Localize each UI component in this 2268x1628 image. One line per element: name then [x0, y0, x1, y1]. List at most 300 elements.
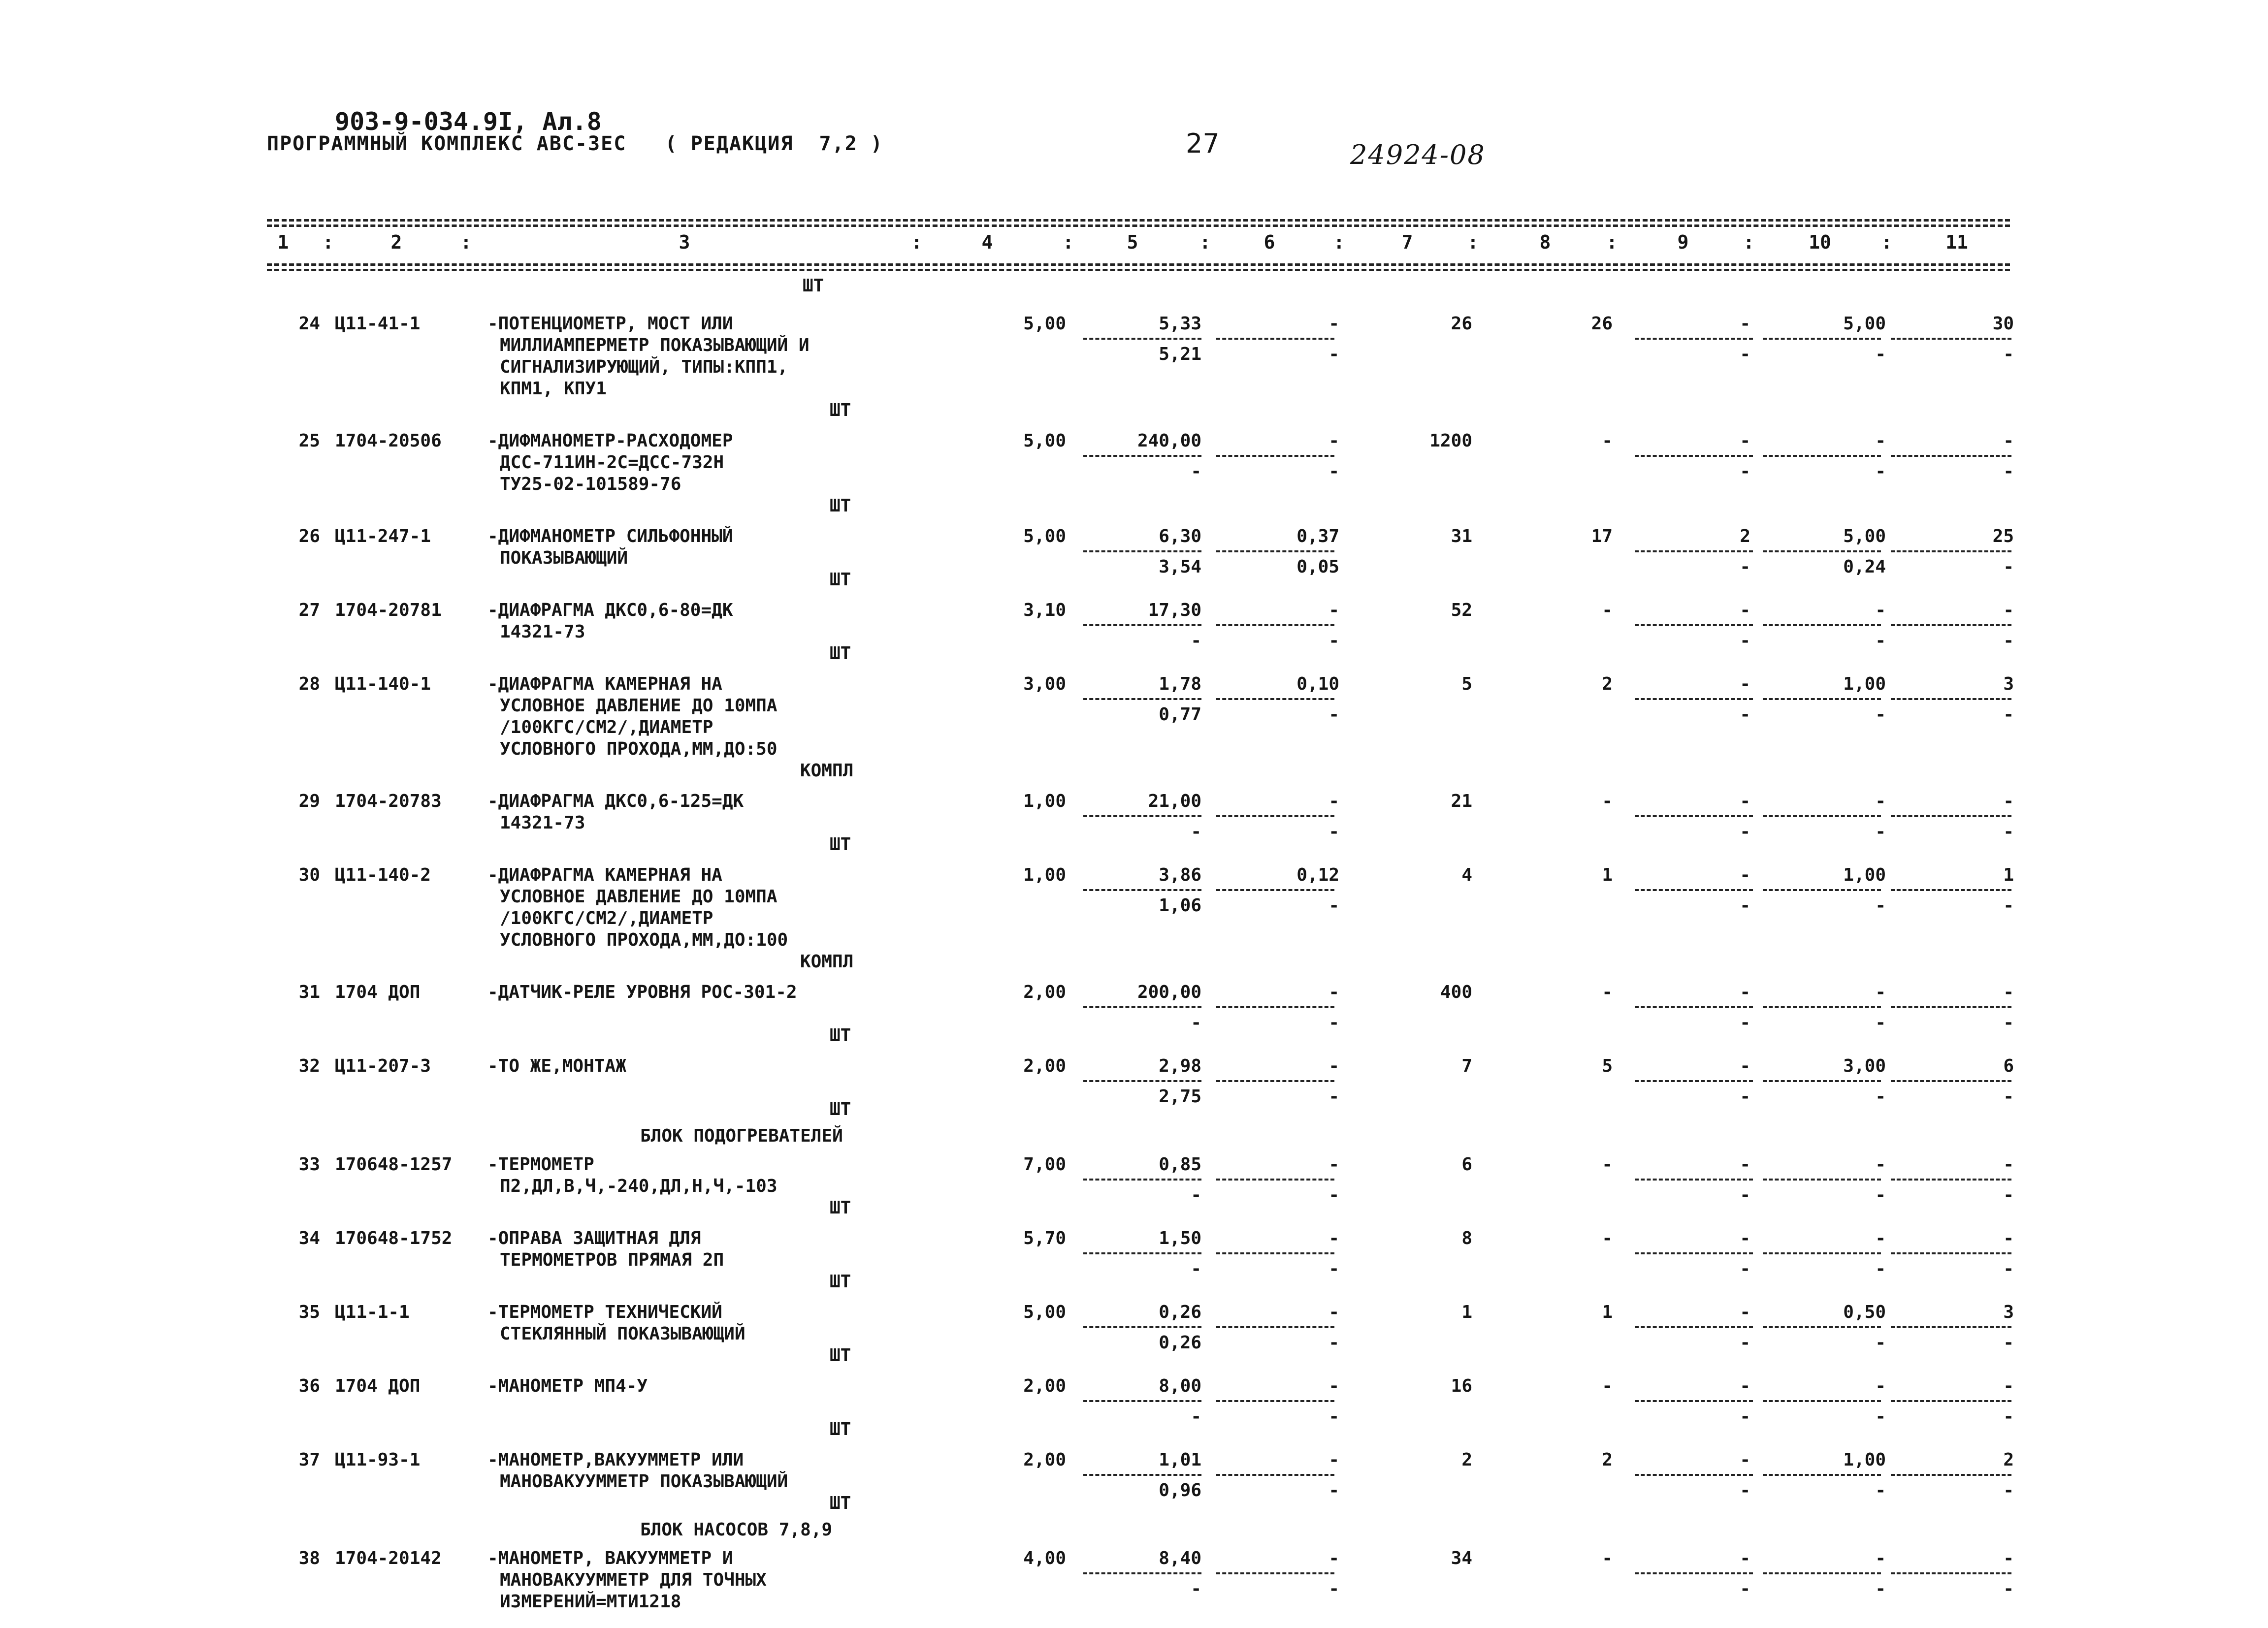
- cell-col5: 1,50: [1159, 1228, 1201, 1248]
- unit-of-measure: ШТ: [830, 643, 851, 664]
- item-description-line: СИГНАЛИЗИРУЮЩИЙ, ТИПЫ:КПП1,: [500, 357, 788, 377]
- cell-underline: [1891, 1572, 2011, 1574]
- cell-col10-second: -: [1875, 1185, 1886, 1205]
- cell-underline: [1763, 338, 1881, 340]
- cell-underline: [1763, 698, 1881, 700]
- cell-col10-second: 0,24: [1843, 557, 1886, 577]
- cell-col8: -: [1602, 1228, 1613, 1248]
- cell-col9: -: [1740, 791, 1750, 811]
- cell-col6: 0,37: [1296, 526, 1339, 546]
- cell-col11: 6: [2003, 1056, 2014, 1076]
- quantity: 5,70: [1023, 1228, 1066, 1248]
- unit-of-measure: ШТ: [830, 570, 851, 590]
- unit-of-measure: ШТ: [830, 1419, 851, 1439]
- item-code: 1704-20783: [335, 791, 442, 811]
- cell-col10-second: -: [1875, 631, 1886, 651]
- cell-col10-second: -: [1875, 344, 1886, 364]
- cell-col7: 26: [1451, 314, 1472, 334]
- item-code: 1704-20781: [335, 600, 442, 620]
- item-description-line: -МАНОМЕТР, ВАКУУММЕТР И: [487, 1548, 733, 1568]
- column-separator: :: [911, 231, 922, 253]
- cell-underline: [1635, 1006, 1753, 1008]
- cell-col7: 1200: [1429, 431, 1472, 451]
- cell-col8: 17: [1591, 526, 1613, 546]
- column-header-4: 4: [981, 231, 993, 253]
- cell-col10: -: [1875, 1154, 1886, 1175]
- cell-col11-second: -: [2003, 631, 2014, 651]
- row-number: 24: [298, 314, 320, 334]
- cell-col8: -: [1602, 600, 1613, 620]
- cell-col9: -: [1740, 1056, 1750, 1076]
- cell-col10-second: -: [1875, 1406, 1886, 1427]
- handwritten-number: 24924-08: [1350, 139, 1486, 170]
- quantity: 5,00: [1023, 431, 1066, 451]
- cell-col9-second: -: [1740, 895, 1750, 916]
- cell-col11: 3: [2003, 1302, 2014, 1322]
- cell-col5: 17,30: [1148, 600, 1201, 620]
- cell-col9: 2: [1740, 526, 1750, 546]
- cell-col5: 0,26: [1159, 1302, 1201, 1322]
- quantity: 2,00: [1023, 1450, 1066, 1470]
- cell-underline: [1635, 1179, 1753, 1181]
- column-header-8: 8: [1539, 231, 1551, 253]
- unit-of-measure: ШТ: [830, 1345, 851, 1366]
- cell-col9: -: [1740, 314, 1750, 334]
- item-description-line: -ДИАФРАГМА ДКС0,6-125=ДК: [487, 791, 744, 811]
- item-description-line: УСЛОВНОГО ПРОХОДА,ММ,ДО:50: [500, 739, 778, 759]
- item-description-line: /100КГС/СМ2/,ДИАМЕТР: [500, 717, 713, 737]
- cell-col5-second: -: [1191, 1185, 1201, 1205]
- cell-col8: 5: [1602, 1056, 1613, 1076]
- cell-col11: -: [2003, 1376, 2014, 1396]
- cell-col6-second: -: [1328, 631, 1339, 651]
- cell-col6: -: [1328, 1548, 1339, 1568]
- cell-underline: [1083, 1400, 1201, 1402]
- item-description-line: КПМ1, КПУ1: [500, 379, 607, 399]
- cell-underline: [1216, 550, 1334, 552]
- cell-underline: [1763, 889, 1881, 891]
- cell-col6-second: -: [1328, 1185, 1339, 1205]
- cell-underline: [1891, 698, 2011, 700]
- cell-underline: [1083, 1474, 1201, 1476]
- cell-col9: -: [1740, 600, 1750, 620]
- cell-underline: [1763, 624, 1881, 626]
- cell-col10: -: [1875, 600, 1886, 620]
- cell-underline: [1891, 1400, 2011, 1402]
- cell-col9-second: -: [1740, 1579, 1750, 1599]
- cell-col5: 2,98: [1159, 1056, 1201, 1076]
- cell-col11-second: -: [2003, 1406, 2014, 1427]
- cell-underline: [1083, 1006, 1201, 1008]
- cell-col10-second: -: [1875, 1259, 1886, 1279]
- item-description-line: -ОПРАВА ЗАЩИТНАЯ ДЛЯ: [487, 1228, 701, 1248]
- item-description-line: МАНОВАКУУММЕТР ДЛЯ ТОЧНЫХ: [500, 1570, 767, 1590]
- cell-col5-second: -: [1191, 1259, 1201, 1279]
- cell-col6: -: [1328, 314, 1339, 334]
- cell-col11-second: -: [2003, 704, 2014, 725]
- cell-col10: 5,00: [1843, 314, 1886, 334]
- cell-underline: [1891, 550, 2011, 552]
- cell-underline: [1635, 1326, 1753, 1328]
- item-code: Ц11-247-1: [335, 526, 431, 546]
- cell-col8: -: [1602, 1154, 1613, 1175]
- cell-col8: 26: [1591, 314, 1613, 334]
- cell-col6-second: -: [1328, 461, 1339, 481]
- cell-underline: [1083, 550, 1201, 552]
- cell-col6: -: [1328, 791, 1339, 811]
- cell-underline: [1635, 815, 1753, 817]
- quantity: 2,00: [1023, 1376, 1066, 1396]
- column-header-1: 1: [277, 231, 289, 253]
- cell-col5: 3,86: [1159, 865, 1201, 885]
- cell-col7: 5: [1461, 674, 1472, 694]
- unit-of-measure: ШТ: [830, 1198, 851, 1218]
- column-separator: :: [1606, 231, 1618, 253]
- cell-underline: [1635, 455, 1753, 457]
- cell-underline: [1083, 1179, 1201, 1181]
- cell-col6-second: -: [1328, 1406, 1339, 1427]
- cell-col6-second: -: [1328, 704, 1339, 725]
- quantity: 7,00: [1023, 1154, 1066, 1175]
- cell-col10-second: -: [1875, 1480, 1886, 1500]
- cell-underline: [1763, 815, 1881, 817]
- cell-col5: 8,40: [1159, 1548, 1201, 1568]
- cell-col5: 1,01: [1159, 1450, 1201, 1470]
- column-separator: :: [323, 231, 334, 253]
- cell-col9: -: [1740, 1450, 1750, 1470]
- column-separator: :: [1199, 231, 1211, 253]
- cell-underline: [1635, 1400, 1753, 1402]
- cell-col5: 5,33: [1159, 314, 1201, 334]
- cell-col9: -: [1740, 982, 1750, 1002]
- item-code: 1704-20506: [335, 431, 442, 451]
- cell-col6-second: -: [1328, 1579, 1339, 1599]
- cell-col5-second: 3,54: [1159, 557, 1201, 577]
- cell-col6-second: 0,05: [1296, 557, 1339, 577]
- item-code: 170648-1752: [335, 1228, 453, 1248]
- item-description-line: ИЗМЕРЕНИЙ=МТИ1218: [500, 1592, 681, 1612]
- cell-underline: [1635, 624, 1753, 626]
- cell-col8: -: [1602, 431, 1613, 451]
- cell-col5: 0,85: [1159, 1154, 1201, 1175]
- row-number: 34: [298, 1228, 320, 1248]
- item-code: Ц11-207-3: [335, 1056, 431, 1076]
- cell-underline: [1635, 1572, 1753, 1574]
- cell-col6-second: -: [1328, 822, 1339, 842]
- cell-col9-second: -: [1740, 461, 1750, 481]
- column-header-9: 9: [1677, 231, 1689, 253]
- item-description-line: -ДИАФРАГМА КАМЕРНАЯ НА: [487, 865, 722, 885]
- cell-col6: -: [1328, 1450, 1339, 1470]
- column-header-6: 6: [1264, 231, 1275, 253]
- column-separator: :: [1467, 231, 1479, 253]
- cell-col11-second: -: [2003, 344, 2014, 364]
- cell-col6: 0,12: [1296, 865, 1339, 885]
- unit-of-measure: КОМПЛ: [800, 952, 854, 972]
- cell-col10-second: -: [1875, 822, 1886, 842]
- quantity: 2,00: [1023, 982, 1066, 1002]
- cell-underline: [1216, 1474, 1334, 1476]
- cell-col9: -: [1740, 865, 1750, 885]
- cell-underline: [1083, 1326, 1201, 1328]
- cell-col9: -: [1740, 1228, 1750, 1248]
- quantity: 1,00: [1023, 865, 1066, 885]
- cell-col10-second: -: [1875, 1579, 1886, 1599]
- quantity: 4,00: [1023, 1548, 1066, 1568]
- column-separator: :: [1743, 231, 1754, 253]
- unit-of-measure: ШТ: [830, 1025, 851, 1046]
- cell-col11: -: [2003, 1228, 2014, 1248]
- page-number: 27: [1186, 128, 1220, 159]
- cell-underline: [1891, 338, 2011, 340]
- row-number: 36: [298, 1376, 320, 1396]
- item-code: Ц11-41-1: [335, 314, 421, 334]
- cell-col11: -: [2003, 431, 2014, 451]
- item-description-line: ДСС-711ИН-2С=ДСС-732Н: [500, 452, 724, 473]
- cell-col8: 2: [1602, 1450, 1613, 1470]
- cell-col9-second: -: [1740, 1086, 1750, 1107]
- cell-col6-second: -: [1328, 1480, 1339, 1500]
- column-separator: :: [460, 231, 472, 253]
- unit-of-measure: ШТ: [830, 400, 851, 420]
- cell-col10-second: -: [1875, 895, 1886, 916]
- cell-underline: [1891, 1080, 2011, 1082]
- cell-col8: -: [1602, 1376, 1613, 1396]
- cell-col9-second: -: [1740, 822, 1750, 842]
- cell-col5-second: -: [1191, 1579, 1201, 1599]
- cell-col10: 1,00: [1843, 865, 1886, 885]
- cell-underline: [1891, 1179, 2011, 1181]
- cell-col5-second: -: [1191, 1406, 1201, 1427]
- cell-col7: 8: [1461, 1228, 1472, 1248]
- cell-col10: -: [1875, 1548, 1886, 1568]
- item-description-line: -ДИАФРАГМА КАМЕРНАЯ НА: [487, 674, 722, 694]
- item-description-line: УСЛОВНОГО ПРОХОДА,ММ,ДО:100: [500, 930, 788, 950]
- column-header-11: 11: [1945, 231, 1968, 253]
- cell-col8: -: [1602, 791, 1613, 811]
- item-description-line: УСЛОВНОЕ ДАВЛЕНИЕ ДО 10МПА: [500, 887, 778, 907]
- cell-underline: [1635, 338, 1753, 340]
- row-number: 29: [298, 791, 320, 811]
- item-description-line: СТЕКЛЯННЫЙ ПОКАЗЫВАЮЩИЙ: [500, 1324, 745, 1344]
- cell-col6-second: -: [1328, 344, 1339, 364]
- cell-underline: [1891, 455, 2011, 457]
- cell-col10-second: -: [1875, 461, 1886, 481]
- cell-underline: [1635, 550, 1753, 552]
- cell-col9: -: [1740, 1154, 1750, 1175]
- cell-underline: [1216, 889, 1334, 891]
- unit-of-measure: ШТ: [830, 496, 851, 516]
- cell-col10: 0,50: [1843, 1302, 1886, 1322]
- cell-underline: [1891, 624, 2011, 626]
- cell-col10-second: -: [1875, 704, 1886, 725]
- cell-col6: -: [1328, 1302, 1339, 1322]
- row-number: 30: [298, 865, 320, 885]
- cell-underline: [1635, 1474, 1753, 1476]
- cell-col7: 21: [1451, 791, 1472, 811]
- cell-underline: [1083, 815, 1201, 817]
- cell-col11: 25: [1992, 526, 2014, 546]
- cell-col9-second: -: [1740, 631, 1750, 651]
- item-description-line: -ПОТЕНЦИОМЕТР, МОСТ ИЛИ: [487, 314, 733, 334]
- column-header-2: 2: [390, 231, 402, 253]
- row-number: 33: [298, 1154, 320, 1175]
- cell-underline: [1635, 1252, 1753, 1254]
- cell-col9-second: -: [1740, 1333, 1750, 1353]
- row-number: 25: [298, 431, 320, 451]
- item-description-line: ТУ25-02-101589-76: [500, 474, 681, 494]
- cell-underline: [1216, 1252, 1334, 1254]
- cell-col7: 6: [1461, 1154, 1472, 1175]
- cell-underline: [1083, 1080, 1201, 1082]
- cell-col11-second: -: [2003, 822, 2014, 842]
- cell-underline: [1083, 1572, 1201, 1574]
- cell-col6-second: -: [1328, 1333, 1339, 1353]
- cell-col5-second: 2,75: [1159, 1086, 1201, 1107]
- cell-col9-second: -: [1740, 704, 1750, 725]
- cell-underline: [1216, 624, 1334, 626]
- cell-col6: -: [1328, 1376, 1339, 1396]
- cell-col11-second: -: [2003, 1086, 2014, 1107]
- row-number: 35: [298, 1302, 320, 1322]
- cell-col8: -: [1602, 982, 1613, 1002]
- cell-col10: -: [1875, 1376, 1886, 1396]
- item-description-line: МИЛЛИАМПЕРМЕТР ПОКАЗЫВАЮЩИЙ И: [500, 335, 810, 355]
- item-description-line: -ДИФМАНОМЕТР СИЛЬФОННЫЙ: [487, 526, 733, 546]
- cell-col5-second: -: [1191, 1013, 1201, 1033]
- item-code: Ц11-140-2: [335, 865, 431, 885]
- cell-col8: 1: [1602, 865, 1613, 885]
- cell-col5-second: -: [1191, 461, 1201, 481]
- cell-underline: [1083, 624, 1201, 626]
- cell-col8: -: [1602, 1548, 1613, 1568]
- cell-col11-second: -: [2003, 1013, 2014, 1033]
- unit-of-measure: ШТ: [830, 1099, 851, 1119]
- cell-underline: [1216, 1400, 1334, 1402]
- cell-col6-second: -: [1328, 1086, 1339, 1107]
- cell-col5-second: 1,06: [1159, 895, 1201, 916]
- cell-col5: 6,30: [1159, 526, 1201, 546]
- cell-col11: -: [2003, 1548, 2014, 1568]
- item-description-line: 14321-73: [500, 813, 585, 833]
- cell-col6: -: [1328, 1228, 1339, 1248]
- cell-underline: [1216, 1326, 1334, 1328]
- cell-col10-second: -: [1875, 1013, 1886, 1033]
- cell-col11: -: [2003, 600, 2014, 620]
- item-description-line: -МАНОМЕТР МП4-У: [487, 1376, 648, 1396]
- cell-col6: 0,10: [1296, 674, 1339, 694]
- cell-col9: -: [1740, 1376, 1750, 1396]
- cell-col10: 1,00: [1843, 1450, 1886, 1470]
- row-number: 37: [298, 1450, 320, 1470]
- row-number: 28: [298, 674, 320, 694]
- cell-col11-second: -: [2003, 1480, 2014, 1500]
- cell-underline: [1891, 1006, 2011, 1008]
- cell-col10-second: -: [1875, 1086, 1886, 1107]
- item-description-line: 14321-73: [500, 622, 585, 642]
- item-description-line: МАНОВАКУУММЕТР ПОКАЗЫВАЮЩИЙ: [500, 1471, 788, 1492]
- cell-col6: -: [1328, 1154, 1339, 1175]
- cell-col11-second: -: [2003, 461, 2014, 481]
- cell-col7: 31: [1451, 526, 1472, 546]
- cell-underline: [1891, 1326, 2011, 1328]
- cell-col6: -: [1328, 431, 1339, 451]
- cell-col6-second: -: [1328, 1013, 1339, 1033]
- cell-underline: [1216, 815, 1334, 817]
- cell-col5: 1,78: [1159, 674, 1201, 694]
- cell-col10: -: [1875, 431, 1886, 451]
- item-code: 170648-1257: [335, 1154, 453, 1175]
- cell-underline: [1216, 1006, 1334, 1008]
- leading-unit: ШТ: [803, 276, 824, 296]
- cell-col9: -: [1740, 431, 1750, 451]
- cell-underline: [1216, 1179, 1334, 1181]
- cell-col11: -: [2003, 982, 2014, 1002]
- cell-col9-second: -: [1740, 344, 1750, 364]
- row-number: 26: [298, 526, 320, 546]
- cell-col8: 1: [1602, 1302, 1613, 1322]
- unit-of-measure: ШТ: [830, 1272, 851, 1292]
- quantity: 1,00: [1023, 791, 1066, 811]
- cell-col11-second: -: [2003, 1579, 2014, 1599]
- cell-col7: 34: [1451, 1548, 1472, 1568]
- cell-col10: -: [1875, 791, 1886, 811]
- cell-col6: -: [1328, 1056, 1339, 1076]
- cell-col5: 21,00: [1148, 791, 1201, 811]
- cell-underline: [1763, 550, 1881, 552]
- cell-col11: 30: [1992, 314, 2014, 334]
- cell-col5-second: 0,26: [1159, 1333, 1201, 1353]
- cell-col7: 7: [1461, 1056, 1472, 1076]
- program-complex-line: ПРОГРАММНЫЙ КОМПЛЕКС АВС-3ЕС ( РЕДАКЦИЯ 7,2 ): [267, 132, 883, 155]
- cell-underline: [1635, 698, 1753, 700]
- cell-col9-second: -: [1740, 1013, 1750, 1033]
- cell-underline: [1216, 338, 1334, 340]
- cell-col10-second: -: [1875, 1333, 1886, 1353]
- cell-col11-second: -: [2003, 895, 2014, 916]
- cell-underline: [1763, 455, 1881, 457]
- cell-col11-second: -: [2003, 1185, 2014, 1205]
- column-separator: :: [1881, 231, 1892, 253]
- cell-col11-second: -: [2003, 1333, 2014, 1353]
- item-description-line: П2,ДЛ,В,Ч,-240,ДЛ,Н,Ч,-103: [500, 1176, 778, 1196]
- row-number: 27: [298, 600, 320, 620]
- cell-col7: 2: [1461, 1450, 1472, 1470]
- item-code: Ц11-140-1: [335, 674, 431, 694]
- row-number: 38: [298, 1548, 320, 1568]
- cell-col10: -: [1875, 1228, 1886, 1248]
- cell-col11: 1: [2003, 865, 2014, 885]
- cell-underline: [1083, 889, 1201, 891]
- quantity: 3,00: [1023, 674, 1066, 694]
- item-code: 1704 ДОП: [335, 982, 421, 1002]
- cell-underline: [1763, 1006, 1881, 1008]
- cell-col9-second: -: [1740, 1259, 1750, 1279]
- cell-underline: [1763, 1179, 1881, 1181]
- item-description-line: -МАНОМЕТР,ВАКУУММЕТР ИЛИ: [487, 1450, 744, 1470]
- cell-underline: [1763, 1400, 1881, 1402]
- column-header-10: 10: [1809, 231, 1831, 253]
- cell-col6-second: -: [1328, 895, 1339, 916]
- row-number: 31: [298, 982, 320, 1002]
- cell-col8: 2: [1602, 674, 1613, 694]
- cell-col6: -: [1328, 982, 1339, 1002]
- cell-underline: [1216, 698, 1334, 700]
- item-description-line: -ДИАФРАГМА ДКС0,6-80=ДК: [487, 600, 733, 620]
- cell-col10: 3,00: [1843, 1056, 1886, 1076]
- cell-col6: -: [1328, 600, 1339, 620]
- item-description-line: ТЕРМОМЕТРОВ ПРЯМАЯ 2П: [500, 1250, 724, 1270]
